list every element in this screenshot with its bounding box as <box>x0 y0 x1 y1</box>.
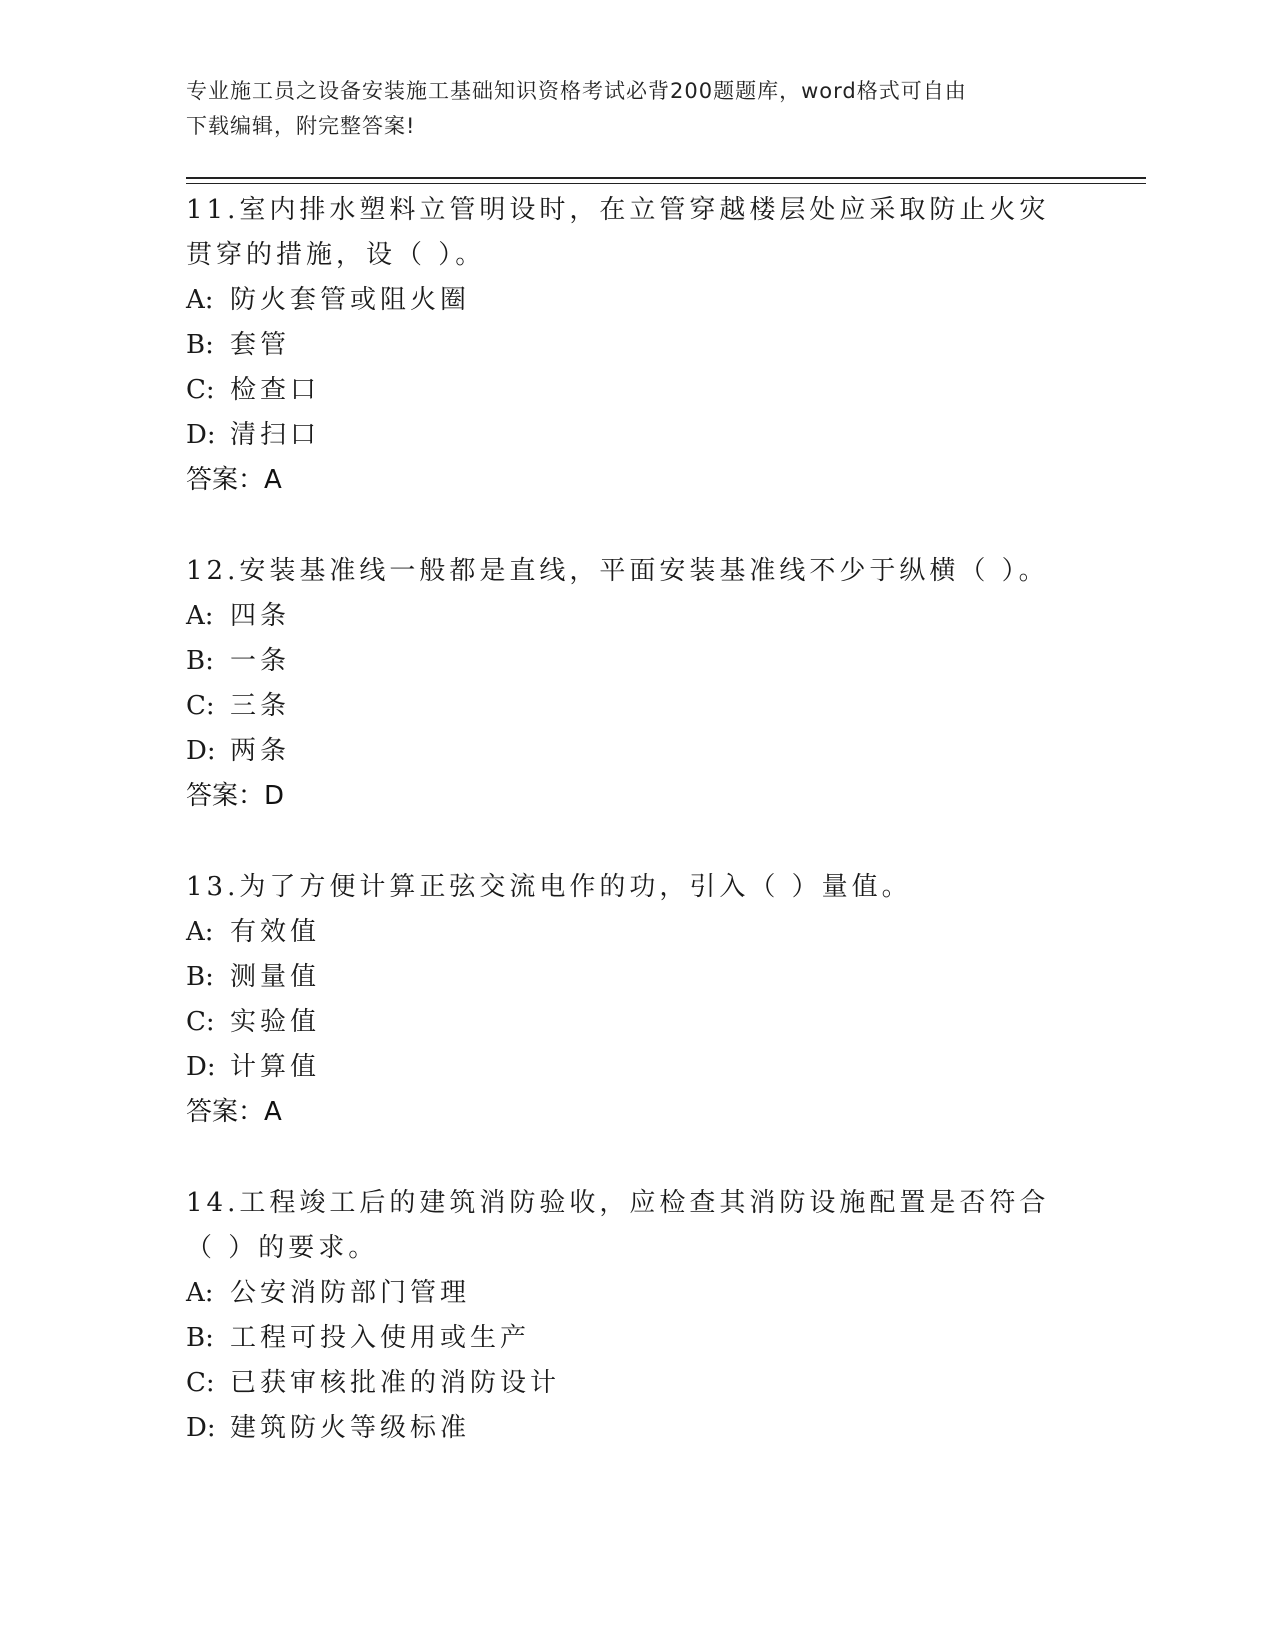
option-text: 实验值 <box>230 1007 321 1037</box>
option-text: 四条 <box>230 601 291 631</box>
option-d <box>186 1406 1086 1451</box>
option-letter: C: <box>186 1368 215 1398</box>
option-letter: C: <box>186 691 215 721</box>
option-a <box>186 278 1086 323</box>
header-divider-thin <box>186 183 1146 184</box>
option-c <box>186 1000 1086 1045</box>
option-letter: A: <box>186 917 214 947</box>
option-a <box>186 1271 1086 1316</box>
option-text: 已获审核批准的消防设计 <box>230 1368 561 1398</box>
header-divider-thick <box>186 177 1146 179</box>
option-text: 有效值 <box>230 917 321 947</box>
option-text: 公安消防部门管理 <box>230 1278 471 1308</box>
question-11 <box>186 188 1086 503</box>
option-letter: B: <box>186 1323 214 1353</box>
option-text: 检查口 <box>230 375 321 405</box>
option-text: 建筑防火等级标准 <box>230 1413 471 1443</box>
option-text: 防火套管或阻火圈 <box>230 285 471 315</box>
answer-label: 答案：A <box>186 1097 282 1127</box>
option-letter: D: <box>186 1413 216 1443</box>
option-a <box>186 594 1086 639</box>
option-letter: D: <box>186 1052 216 1082</box>
option-letter: D: <box>186 736 216 766</box>
answer-label: 答案：A <box>186 465 282 495</box>
option-c <box>186 368 1086 413</box>
header-title-line-1: 专业施工员之设备安装施工基础知识资格考试必背200题题库，word格式可自由 <box>186 79 967 103</box>
option-b <box>186 955 1086 1000</box>
question-stem: 13.为了方便计算正弦交流电作的功，引入（ ）量值。 <box>186 872 912 902</box>
option-text: 计算值 <box>230 1052 321 1082</box>
option-letter: B: <box>186 646 214 676</box>
option-text: 三条 <box>230 691 291 721</box>
option-letter: D: <box>186 420 216 450</box>
option-text: 清扫口 <box>230 420 321 450</box>
option-text: 一条 <box>230 646 291 676</box>
question-list <box>186 188 1086 1497</box>
option-b <box>186 1316 1086 1361</box>
option-a <box>186 910 1086 955</box>
header-title-line-2: 下载编辑，附完整答案! <box>186 114 416 138</box>
option-b <box>186 323 1086 368</box>
option-d <box>186 729 1086 774</box>
option-text: 套管 <box>230 330 291 360</box>
question-14 <box>186 1181 1086 1451</box>
option-text: 工程可投入使用或生产 <box>230 1323 531 1353</box>
question-stem: 11.室内排水塑料立管明设时，在立管穿越楼层处应采取防止火灾贯穿的措施，设（ ）。 <box>186 195 1050 270</box>
option-text: 两条 <box>230 736 291 766</box>
question-stem: 14.工程竣工后的建筑消防验收，应检查其消防设施配置是否符合（ ）的要求。 <box>186 1188 1050 1263</box>
option-text: 测量值 <box>230 962 321 992</box>
option-letter: C: <box>186 375 215 405</box>
option-d <box>186 1045 1086 1090</box>
option-letter: B: <box>186 330 214 360</box>
option-d <box>186 413 1086 458</box>
question-12 <box>186 549 1086 819</box>
option-letter: A: <box>186 1278 214 1308</box>
question-stem: 12.安装基准线一般都是直线，平面安装基准线不少于纵横（ ）。 <box>186 556 1049 586</box>
answer-label: 答案：D <box>186 781 285 811</box>
document-header <box>186 74 1066 144</box>
option-c <box>186 1361 1086 1406</box>
question-13 <box>186 865 1086 1135</box>
option-letter: B: <box>186 962 214 992</box>
option-c <box>186 684 1086 729</box>
option-b <box>186 639 1086 684</box>
option-letter: C: <box>186 1007 215 1037</box>
option-letter: A: <box>186 285 214 315</box>
option-letter: A: <box>186 601 214 631</box>
